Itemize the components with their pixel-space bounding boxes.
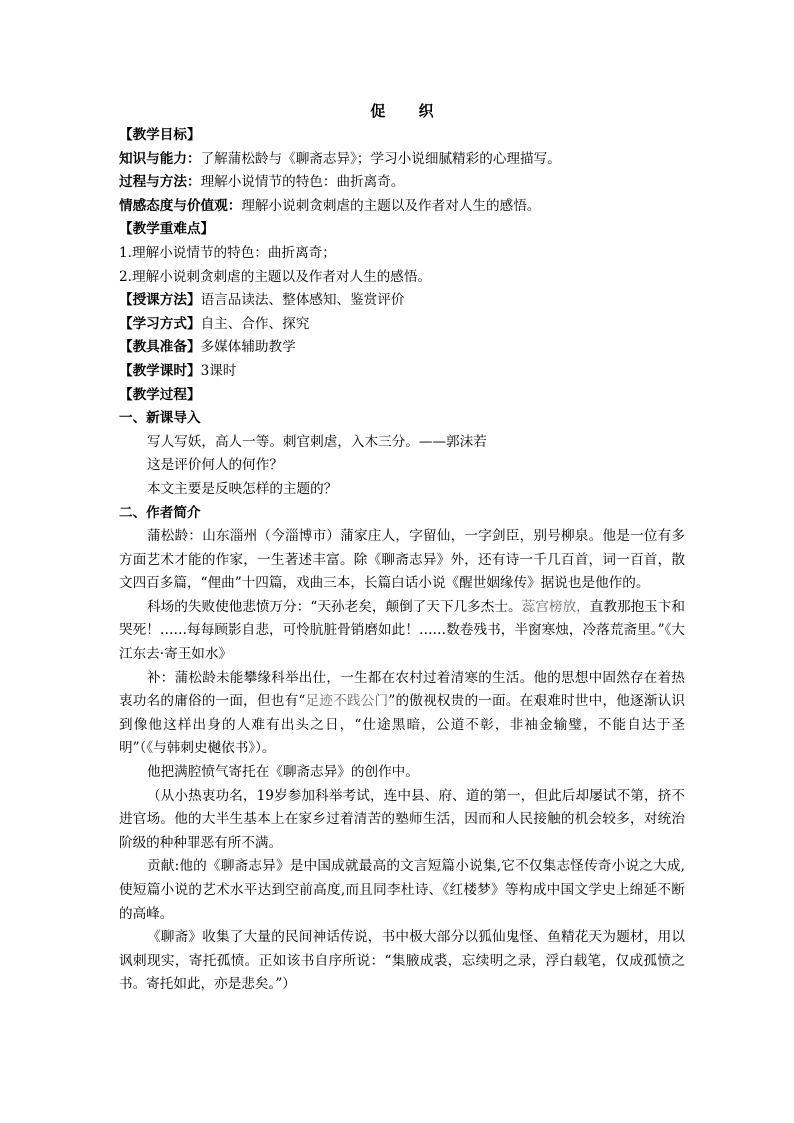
objective-knowledge-text: 了解蒲松龄与《聊斋志异》；学习小说细腻精彩的心理描写。: [200, 150, 561, 167]
objective-emotion-label: 情感态度与价值观：: [119, 197, 242, 214]
author-paragraph-3-part-a: 补：蒲松龄未能攀缘科举出仕，一生都在农村过着清寒的生活。他的思想中固然存在着热衷功名的庸俗的一面，但也有“: [119, 669, 685, 710]
class-hours: [119, 360, 685, 384]
author-paragraph-4: 他把满腔愤气寄托在《聊斋志异》的创作中。: [147, 764, 419, 781]
objective-process-text: 理解小说情节的特色：曲折离奇。: [200, 174, 405, 191]
section-2-header: 二、作者简介: [119, 504, 201, 521]
author-paragraph-2-part-b: 蕊宫榜放，: [521, 598, 590, 615]
author-paragraph-6: 贡献:他的《聊斋志异》是中国成就最高的文言短篇小说集,它不仅集志怪传奇小说之大成,使短篇小说的艺术水平达到空前高度,而且同李杜诗、《红楼梦》等构成中国文学史上绵延不断的高峰。: [119, 858, 685, 922]
learning-mode: [119, 313, 685, 337]
author-paragraph-2-part-c: 直教那抱玉卞和哭死！……每每顾影自悲，可怜肮脏骨销磨如此！……数卷残书，半窗寒烛，冷落荒斋里。”《大江东去·寄王如水》: [119, 598, 686, 663]
key-point-2: 2.理解小说刺贪刺虐的主题以及作者对人生的感悟。: [119, 268, 432, 285]
author-paragraph-3: [119, 667, 685, 761]
key-points-header: 【教学重难点】: [119, 221, 215, 238]
learning-mode-text: 自主、合作、探究: [200, 315, 310, 332]
objectives-header: 【教学目标】: [119, 127, 201, 143]
teaching-method: [119, 289, 685, 313]
objective-emotion-text: 理解小说刺贪刺虐的主题以及作者对人生的感悟。: [241, 197, 541, 214]
author-paragraph-3-part-c: ”的傲视权贵的一面。在艰难时世中，他逐渐认识到像他这样出身的人难有出头之日，“仕途黑暗，公道不彰，非袖金输璧，不能自达于圣明”（《与韩刺史樾依书》）。: [119, 693, 686, 757]
teaching-tools-text: 多媒体辅助教学: [200, 339, 296, 356]
intro-question-1: 这是评价何人的何作？: [147, 457, 283, 474]
objective-process: [119, 171, 685, 195]
author-paragraph-7: 《聊斋》收集了大量的民间神话传说，书中极大部分以狐仙鬼怪、鱼精花天为题材，用以讽刺现实，寄托孤愤。正如该书自序所说：“集腋成裘，忘续明之录，浮白载笔，仅成孤愤之书。寄托如此，亦是悲矣。”）: [119, 929, 685, 993]
teaching-tools-label: 【教具准备】: [119, 339, 201, 356]
page-title: 促 织: [370, 102, 448, 120]
objective-process-label: 过程与方法：: [119, 174, 201, 191]
objective-knowledge: [119, 148, 685, 172]
author-paragraph-5: （从小热衷功名，19岁参加科举考试，连中县、府、道的第一，但此后却屡试不第，挤不进官场。他的大半生基本上在家乡过着清苦的塾师生活，因而和人民接触的机会较多，对统治阶级的种种罪恶有所不满。: [119, 787, 685, 851]
learning-mode-label: 【学习方式】: [119, 315, 201, 332]
intro-quote: 写人写妖，高人一等。刺官刺虐，入木三分。——郭沫若: [147, 433, 487, 450]
lesson-plan: [119, 100, 685, 997]
author-paragraph-2: [119, 596, 685, 667]
author-paragraph-3-part-b: 足迹不践公门: [305, 693, 389, 710]
class-hours-label: 【教学课时】: [119, 362, 201, 379]
author-paragraph-1: 蒲松龄：山东淄州（今淄博市）蒲家庄人，字留仙，一字剑臣，别号柳泉。他是一位有多方面艺术才能的作家，一生著述丰富。除《聊斋志异》外，还有诗一千几百首，词一百首，散文四百多篇，“俚曲”十四篇，戏曲三本，长篇白话小说《醒世姻缘传》据说也是他作的。: [119, 528, 685, 592]
process-header: 【教学过程】: [119, 386, 201, 403]
section-1-header: 一、新课导入: [119, 410, 201, 427]
key-point-1: 1.理解小说情节的特色：曲折离奇；: [119, 244, 336, 261]
class-hours-text: 3课时: [200, 362, 237, 379]
objective-knowledge-label: 知识与能力：: [119, 150, 201, 167]
author-paragraph-2-part-a: 科场的失败使他悲愤万分：“天孙老矣，颠倒了天下几多杰士。: [147, 598, 522, 615]
teaching-method-text: 语言品读法、整体感知、鉴赏评价: [200, 292, 405, 309]
teaching-tools: [119, 336, 685, 360]
objective-emotion: [119, 195, 685, 219]
teaching-method-label: 【授课方法】: [119, 292, 201, 309]
intro-question-2: 本文主要是反映怎样的主题的？: [147, 480, 338, 497]
